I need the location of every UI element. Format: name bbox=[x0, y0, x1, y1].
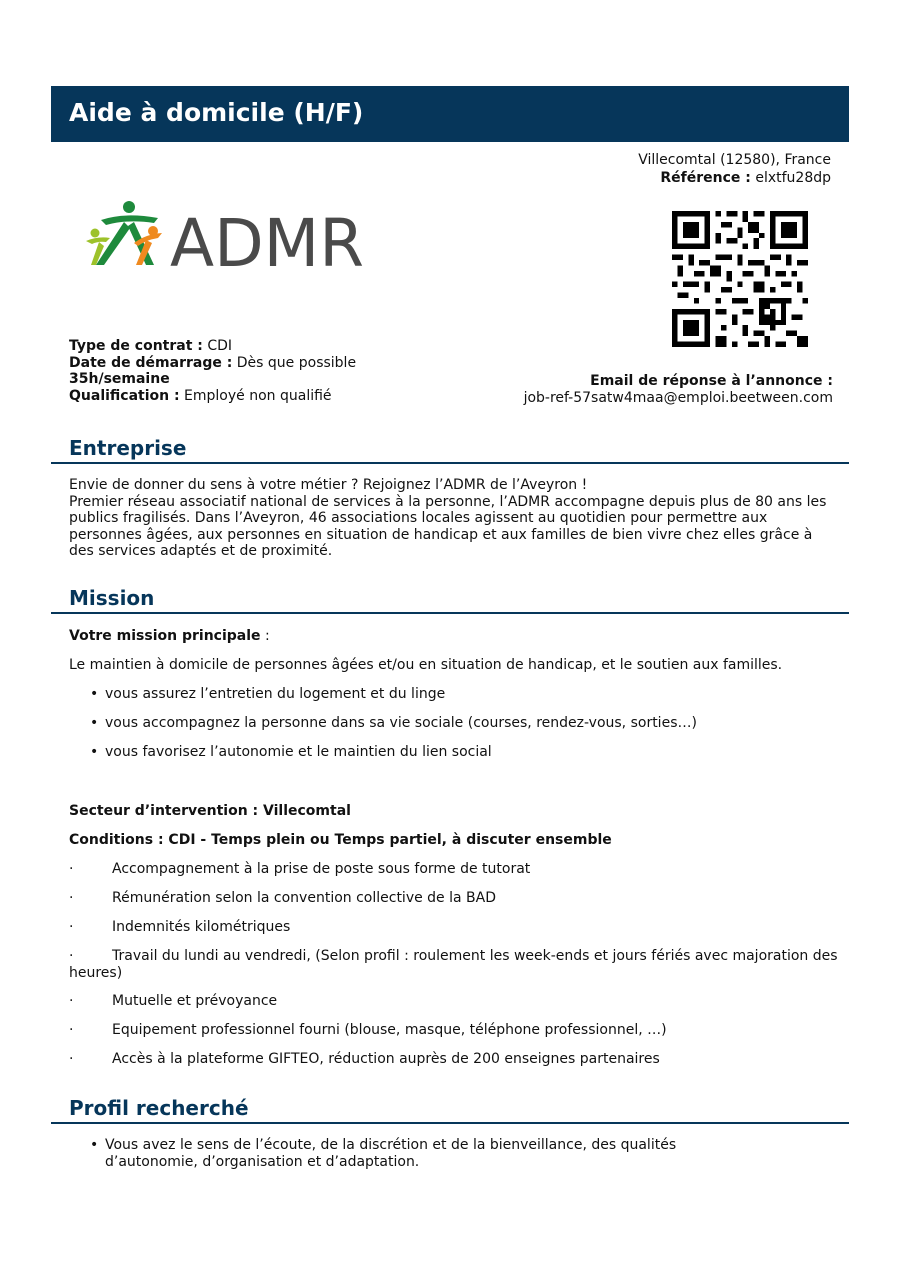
reference: Référence : elxtfu28dp bbox=[660, 170, 831, 186]
list-item: • Vous avez le sens de l’écoute, de la discrétion et de la bienveillance, des qualités d’autonomie, d’organisation et d’adaptation. bbox=[90, 1137, 770, 1170]
benefit-item: · Accompagnement à la prise de poste sous forme de tutorat bbox=[69, 861, 531, 877]
hours: 35h/semaine bbox=[69, 371, 170, 387]
title-bar bbox=[51, 86, 849, 142]
benefit-item: · Mutuelle et prévoyance bbox=[69, 993, 278, 1009]
benefit-item: · Equipement professionnel fourni (blouse, masque, téléphone professionnel, …) bbox=[69, 1022, 667, 1038]
conditions: Conditions : CDI - Temps plein ou Temps partiel, à discuter ensemble bbox=[69, 832, 612, 848]
admr-logo-text: ADMR bbox=[170, 205, 364, 270]
benefit-item: · Rémunération selon la convention collective de la BAD bbox=[69, 890, 497, 906]
location: Villecomtal (12580), France bbox=[638, 152, 831, 168]
start-date: Date de démarrage : Dès que possible bbox=[69, 354, 357, 371]
benefit-item: · Indemnités kilométriques bbox=[69, 919, 291, 935]
section-entreprise bbox=[51, 432, 849, 464]
section-profil bbox=[51, 1092, 849, 1124]
list-item: • vous accompagnez la personne dans sa vie sociale (courses, rendez-vous, sorties…) bbox=[90, 715, 697, 732]
job-title: Aide à domicile (H/F) bbox=[69, 98, 364, 127]
contract-type: Type de contrat : CDI bbox=[69, 338, 233, 354]
benefit-item: · Travail du lundi au vendredi, (Selon profil : roulement les week-ends et jours fériés avec majoration des heures) bbox=[69, 948, 838, 981]
location-block bbox=[638, 151, 831, 187]
benefit-item: · Accès à la plateforme GIFTEO, réduction auprès de 200 enseignes partenaires bbox=[69, 1051, 660, 1067]
sector: Secteur d’intervention : Villecomtal bbox=[69, 803, 351, 819]
list-item: • vous assurez l’entretien du logement et du linge bbox=[90, 686, 445, 703]
section-heading-mission: Mission bbox=[69, 586, 155, 610]
qr-code-icon bbox=[672, 211, 808, 347]
mission-main-label: Votre mission principale : bbox=[69, 628, 270, 644]
section-mission bbox=[51, 582, 849, 614]
mission-intro: Le maintien à domicile de personnes âgées et/ou en situation de handicap, et le soutien aux familles. bbox=[69, 657, 783, 673]
email-label: Email de réponse à l’annonce : bbox=[590, 373, 833, 389]
email-block bbox=[524, 373, 833, 407]
admr-logo bbox=[84, 198, 369, 270]
email-address[interactable]: job-ref-57satw4maa@emploi.beetween.com bbox=[523, 390, 833, 406]
section-heading-entreprise: Entreprise bbox=[69, 436, 187, 460]
entreprise-text: Envie de donner du sens à votre métier ? Rejoignez l’ADMR de l’Aveyron ! Premier réseau associatif national de services à la personne, l’ADMR accompagne depuis plus de 80 ans les publics fragilisés. Dans l’Aveyron, 46 associations locales agissent au quotidien pour permettre aux personnes âgées, aux personnes en situation de handicap et aux familles de bien vivre chez elles grâce à des services adaptés et de proximité. bbox=[69, 477, 827, 559]
contract-details bbox=[69, 338, 356, 404]
list-item: • vous favorisez l’autonomie et le maintien du lien social bbox=[90, 744, 492, 761]
qualification: Qualification : Employé non qualifié bbox=[69, 387, 332, 404]
section-heading-profil: Profil recherché bbox=[69, 1096, 249, 1120]
